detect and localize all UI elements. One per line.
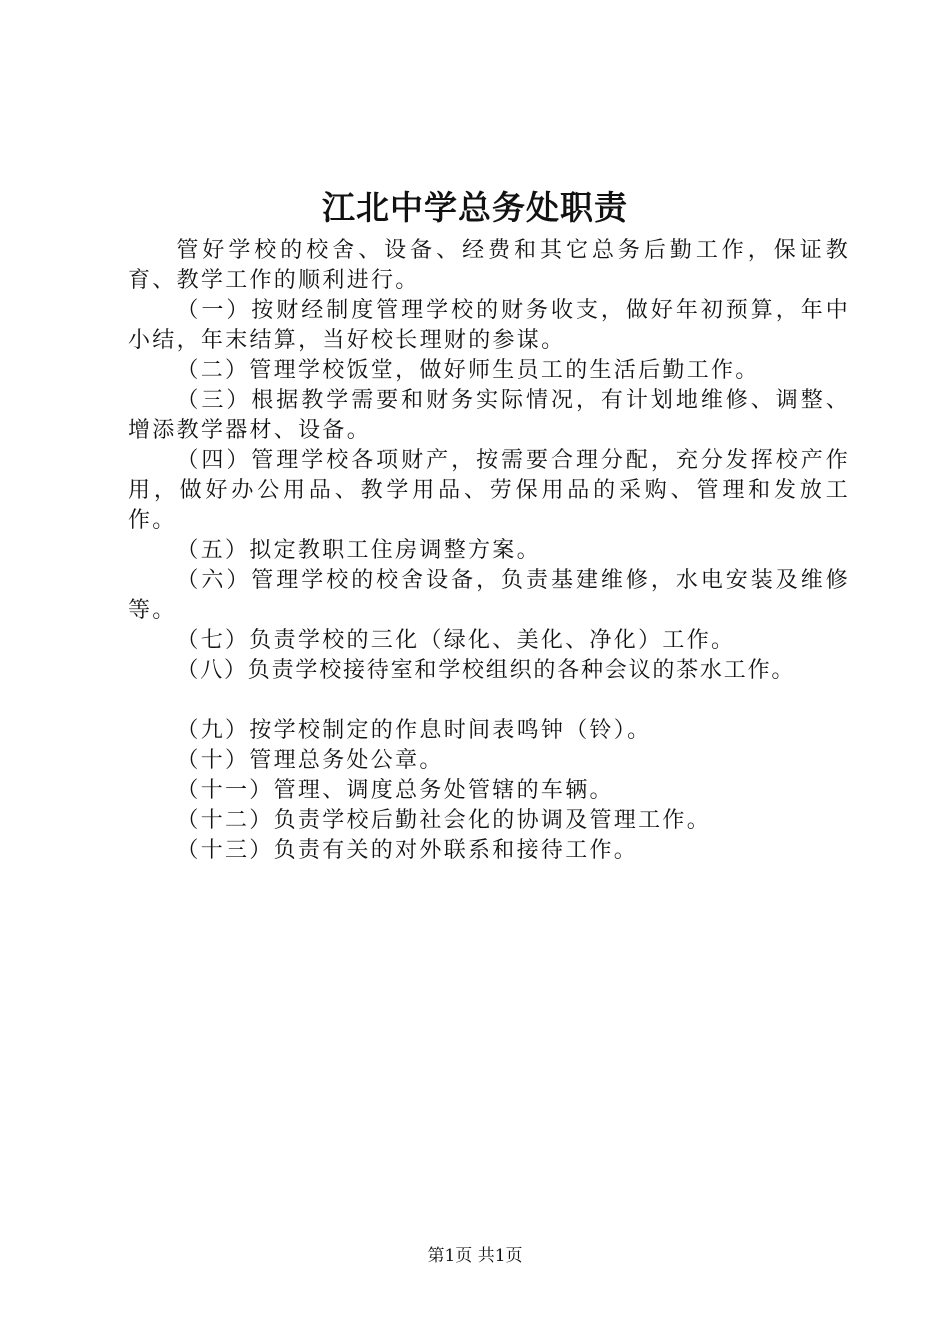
page-footer: 第1页 共1页: [427, 1246, 523, 1266]
paragraph-item-6: （六）管理学校的校舍设备，负责基建维修，水电安装及维修等。: [128, 568, 850, 623]
document-body: [128, 236, 850, 866]
paragraph-item-8: （八）负责学校接待室和学校组织的各种会议的茶水工作。: [176, 658, 796, 683]
paragraph-item-13: （十三）负责有关的对外联系和接待工作。: [176, 838, 639, 863]
paragraph-item-7: （七）负责学校的三化（绿化、美化、净化）工作。: [176, 628, 736, 653]
paragraph-item-3: （三）根据教学需要和财务实际情况，有计划地维修、调整、增添教学器材、设备。: [128, 388, 850, 443]
document-title: 江北中学总务处职责: [322, 188, 628, 227]
paragraph-intro: 管好学校的校舍、设备、经费和其它总务后勤工作，保证教育、教学工作的顺利进行。: [128, 238, 850, 293]
paragraph-item-4: （四）管理学校各项财产，按需要合理分配，充分发挥校产作用，做好办公用品、教学用品、劳保用品的采购、管理和发放工作。: [128, 448, 850, 533]
paragraph-item-5: （五）拟定教职工住房调整方案。: [176, 538, 541, 563]
paragraph-item-1: （一）按财经制度管理学校的财务收支，做好年初预算，年中小结，年末结算，当好校长理财的参谋。: [128, 298, 850, 353]
paragraph-item-2: （二）管理学校饭堂，做好师生员工的生活后勤工作。: [176, 358, 760, 383]
paragraph-item-11: （十一）管理、调度总务处管辖的车辆。: [176, 778, 614, 803]
paragraph-item-12: （十二）负责学校后勤社会化的协调及管理工作。: [176, 808, 711, 833]
paragraph-item-10: （十）管理总务处公章。: [176, 748, 444, 773]
paragraph-item-9: （九）按学校制定的作息时间表鸣钟（铃）。: [176, 718, 652, 743]
